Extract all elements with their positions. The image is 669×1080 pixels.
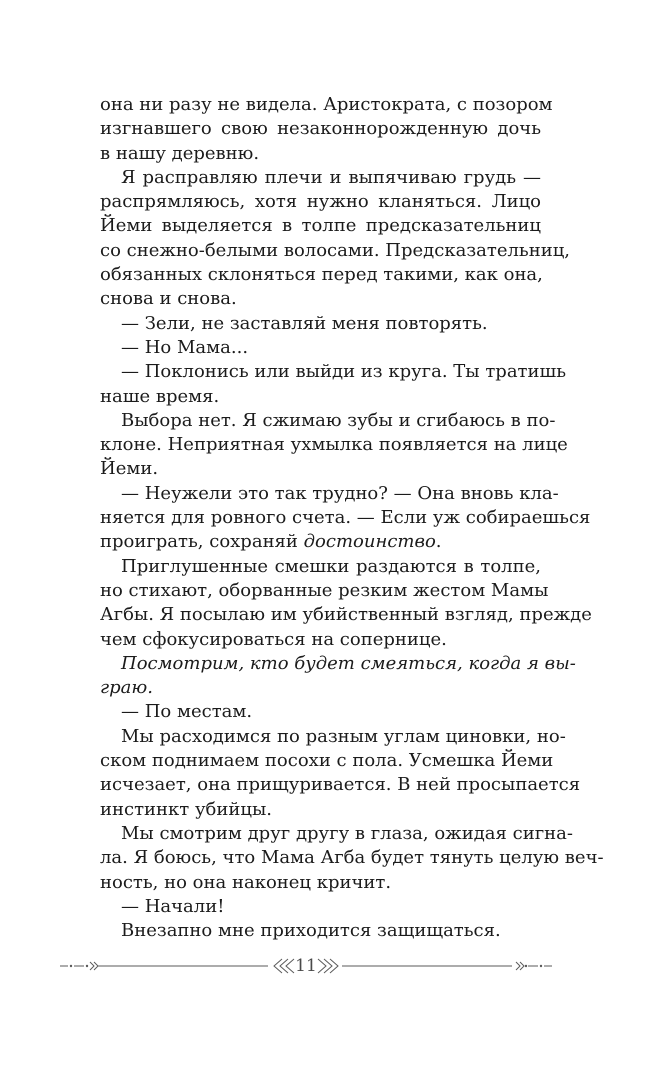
text-line: но стихают, оборванные резким жестом Мамы	[100, 579, 549, 601]
text-line: — Неужели это так трудно? — Она вновь кла-	[121, 482, 559, 504]
paragraph	[100, 166, 571, 312]
paragraph	[100, 360, 567, 409]
text-line: Агбы. Я посылаю им убийственный взгляд, прежде	[100, 604, 592, 626]
paragraph	[100, 93, 553, 166]
text-line: ла. Я боюсь, что Мама Агба будет тянуть целую веч-	[100, 847, 604, 869]
text-line: Мы расходимся по разным углам циновки, но-	[121, 725, 566, 747]
emphasized-word: достоинство	[303, 531, 436, 553]
text-line: Выбора нет. Я сжимаю зубы и сгибаюсь в по-	[121, 409, 556, 431]
text-line: ность, но она наконец кричит.	[100, 871, 392, 893]
text-line: снова и снова.	[100, 288, 237, 310]
paragraph	[100, 482, 591, 555]
text-line: клоне. Неприятная ухмылка появляется на лице	[100, 434, 568, 456]
paragraph	[100, 409, 568, 482]
text-line: Посмотрим, кто будет смеяться, когда я вы-	[121, 652, 576, 674]
paragraph	[100, 919, 541, 943]
text-line: — Начали!	[121, 895, 225, 917]
text-line: Йеми выделяется в толпе предсказательниц	[100, 215, 541, 237]
text-line: Мы смотрим друг другу в глаза, ожидая сигна-	[121, 822, 573, 844]
text-line: чем сфокусироваться на сопернице.	[100, 628, 447, 650]
text-line: — По местам.	[121, 701, 253, 723]
text-line: граю.	[100, 677, 153, 699]
paragraph	[100, 725, 581, 822]
page-footer	[60, 953, 552, 979]
text-line: распрямляюсь, хотя нужно кланяться. Лицо	[100, 191, 541, 213]
text-line: ском поднимаем посохи с пола. Усмешка Йеми	[100, 750, 554, 772]
body-text	[100, 93, 604, 943]
text-line: Внезапно мне приходится защищаться.	[121, 920, 501, 942]
text-line: инстинкт убийцы.	[100, 798, 273, 820]
paragraph	[100, 555, 592, 652]
text-line: Йеми.	[100, 458, 159, 480]
paragraph	[100, 312, 541, 336]
text-line: проиграть, сохраняй достоинство.	[100, 531, 442, 553]
text-line: исчезает, она прищуривается. В ней просыпается	[100, 774, 581, 796]
page-number: 11	[295, 956, 317, 976]
paragraph	[100, 895, 541, 919]
text-line: — Поклонись или выйди из круга. Ты тратишь	[121, 361, 567, 383]
text-line: изгнавшего свою незаконнорожденную дочь	[100, 118, 541, 140]
paragraph	[100, 336, 541, 360]
text-line: няется для ровного счета. — Если уж собираешься	[100, 507, 591, 529]
text-line: в нашу деревню.	[100, 142, 260, 164]
text-line: со снежно-белыми волосами. Предсказательниц,	[100, 239, 571, 261]
paragraph	[100, 822, 604, 895]
text-line: Приглушенные смешки раздаются в толпе,	[121, 555, 541, 577]
paragraph	[100, 700, 541, 724]
text-line: — Зели, не заставляй меня повторять.	[121, 312, 488, 334]
text-line: обязанных склоняться перед такими, как она,	[100, 264, 543, 286]
text-line: — Но Мама...	[121, 336, 249, 358]
paragraph-italic	[100, 652, 576, 701]
text-line: она ни разу не видела. Аристократа, с позором	[100, 94, 553, 115]
text-line: наше время.	[100, 385, 220, 407]
text-line: Я расправляю плечи и выпячиваю грудь —	[121, 166, 541, 188]
